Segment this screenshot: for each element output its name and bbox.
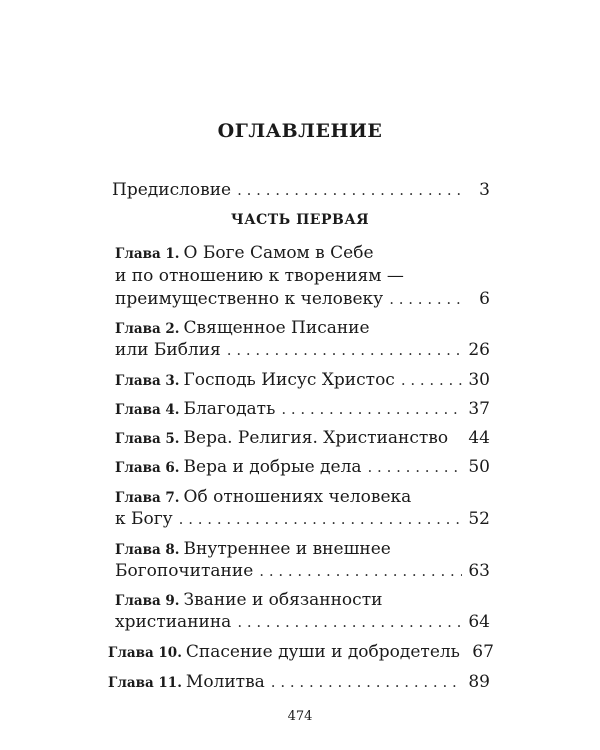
toc-entry-chapter-9-line-1 <box>115 590 490 614</box>
toc-entry-title: Внутреннее и внешнее <box>183 539 391 559</box>
leader-dots <box>259 562 462 580</box>
toc-page-number: 44 <box>468 428 490 448</box>
toc-entry-chapter-6 <box>115 457 490 481</box>
leader-dots <box>237 181 462 199</box>
toc-entry-chapter-3 <box>115 370 490 394</box>
toc-entry-chapter-1-line-2 <box>115 266 490 290</box>
toc-entry-chapter-9-line-2 <box>115 612 490 636</box>
page-number: 474 <box>287 709 313 724</box>
toc-entry-chapter-5 <box>115 428 490 452</box>
toc-page-number: 30 <box>468 370 490 390</box>
chapter-label: Глава 11. <box>108 675 182 691</box>
toc-entry-title: Вера и добрые дела <box>183 457 362 477</box>
chapter-label: Глава 9. <box>115 593 180 609</box>
toc-entry-chapter-8-line-2 <box>115 561 490 585</box>
toc-page-number: 63 <box>468 561 490 581</box>
chapter-label: Глава 6. <box>115 460 180 476</box>
toc-entry-title: Об отношениях человека <box>183 487 412 507</box>
leader-dots <box>237 613 462 631</box>
toc-entry-chapter-10 <box>108 642 494 666</box>
toc-entry-chapter-8-line-1 <box>115 539 490 563</box>
toc-page-number: 26 <box>468 340 490 360</box>
toc-entry-chapter-7-line-1 <box>115 487 490 511</box>
chapter-label: Глава 7. <box>115 490 180 506</box>
toc-entry-title: к Богу <box>115 509 173 529</box>
toc-entry-chapter-2-line-2 <box>115 340 490 364</box>
toc-page-number: 3 <box>479 180 490 200</box>
toc-entry-title: Звание и обязанности <box>183 590 383 610</box>
chapter-label: Глава 8. <box>115 542 180 558</box>
toc-entry-title: Предисловие <box>112 180 232 200</box>
page-title: ОГЛАВЛЕНИЕ <box>217 120 383 142</box>
toc-entry-chapter-11 <box>108 672 490 696</box>
toc-page-number: 37 <box>468 399 490 419</box>
toc-entry-chapter-4 <box>115 399 490 423</box>
toc-entry-title: преимущественно к человеку <box>115 289 384 309</box>
toc-entry-chapter-2-line-1 <box>115 318 490 342</box>
leader-dots <box>281 400 462 418</box>
toc-page-number: 52 <box>468 509 490 529</box>
toc-entry-title: Вера. Религия. Христианство <box>183 428 449 448</box>
part-heading: ЧАСТЬ ПЕРВАЯ <box>230 212 370 228</box>
chapter-label: Глава 10. <box>108 645 182 661</box>
leader-dots <box>401 371 462 389</box>
toc-page-number: 6 <box>479 289 490 309</box>
toc-entry-title: Молитва <box>185 672 265 692</box>
toc-entry-chapter-1-line-3 <box>115 289 490 313</box>
toc-page-number: 64 <box>468 612 490 632</box>
leader-dots <box>389 290 462 308</box>
toc-entry-chapter-1-line-1 <box>115 243 490 267</box>
toc-entry-title: или Библия <box>115 340 221 360</box>
leader-dots <box>227 341 462 359</box>
toc-page-number: 50 <box>468 457 490 477</box>
leader-dots <box>368 458 462 476</box>
chapter-label: Глава 3. <box>115 373 180 389</box>
toc-page-number: 89 <box>468 672 490 692</box>
toc-entry-chapter-7-line-2 <box>115 509 490 533</box>
toc-entry-title: христианина <box>115 612 232 632</box>
toc-page-number: 67 <box>472 642 494 662</box>
toc-entry-title: Благодать <box>183 399 276 419</box>
chapter-label: Глава 2. <box>115 321 180 337</box>
chapter-label: Глава 1. <box>115 246 180 262</box>
leader-dots <box>179 510 462 528</box>
toc-entry-preface <box>112 180 490 204</box>
chapter-label: Глава 5. <box>115 431 180 447</box>
toc-entry-title: Господь Иисус Христос <box>183 370 395 390</box>
chapter-label: Глава 4. <box>115 402 180 418</box>
toc-entry-title: Спасение души и добродетель <box>185 642 460 662</box>
toc-entry-title: Богопочитание <box>115 561 254 581</box>
toc-entry-title: и по отношению к творениям — <box>115 266 404 286</box>
leader-dots <box>271 673 462 691</box>
toc-entry-title: Священное Писание <box>183 318 370 338</box>
toc-entry-title: О Боге Самом в Себе <box>183 243 374 263</box>
